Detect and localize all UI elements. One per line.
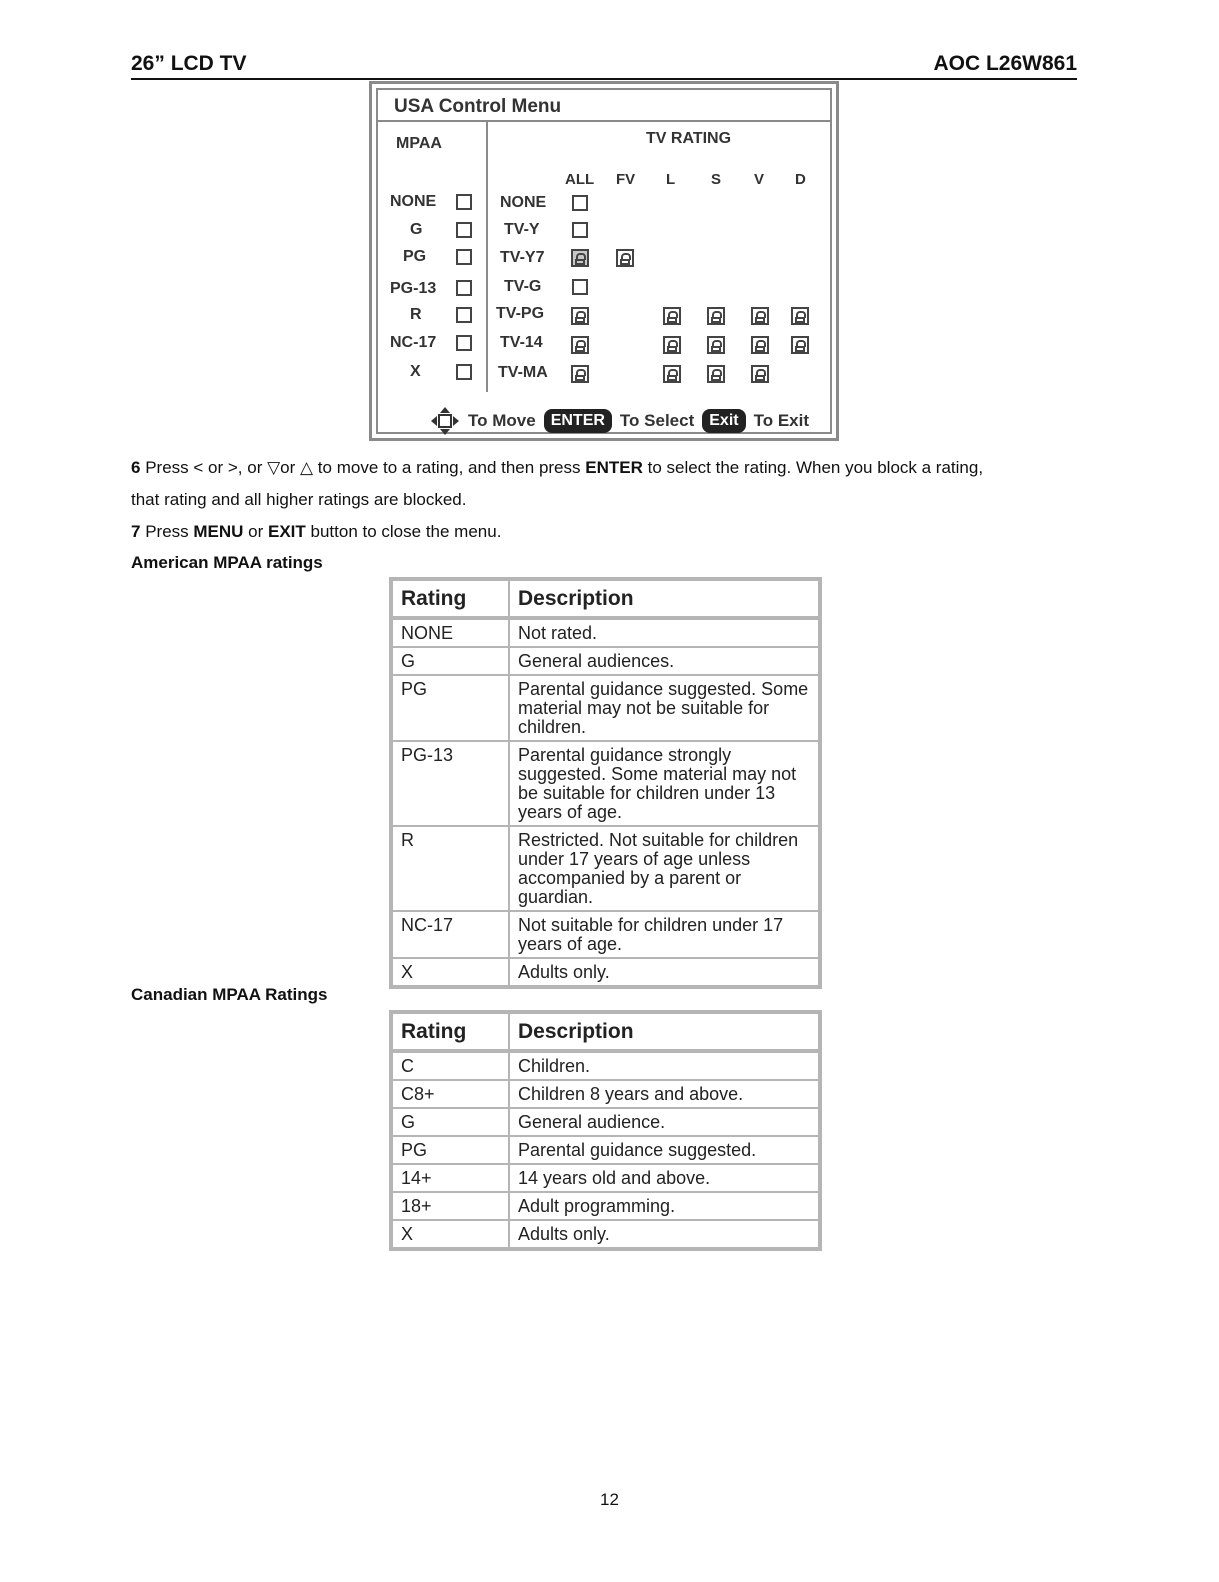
- tv-ma-all-lock-icon: [571, 365, 589, 383]
- table-row: [391, 647, 820, 675]
- mpaa-row-pg: PG: [403, 248, 427, 265]
- menu-title: USA Control Menu: [394, 96, 562, 117]
- description-cell: General audience.: [509, 1108, 820, 1136]
- step-7-text-2: or: [243, 522, 268, 541]
- mpaa-r-checkbox: [456, 307, 472, 323]
- tv-y7-fv-lock-icon: [616, 249, 634, 267]
- description-cell: Adult programming.: [509, 1192, 820, 1220]
- step-7-paragraph: [131, 516, 501, 548]
- tv-none-checkbox: [572, 195, 588, 211]
- tv-row-tvy: TV-Y: [504, 221, 540, 238]
- menu-footer: [430, 406, 809, 436]
- table-row: [391, 958, 820, 987]
- col-rating-header: Rating: [391, 579, 509, 618]
- mpaa-x-checkbox: [456, 364, 472, 380]
- canadian-ratings-table: [389, 1010, 822, 1251]
- step-7-number: 7: [131, 522, 141, 541]
- step-6-text-4: to select the rating. When you block a rating,: [642, 458, 984, 477]
- tv-14-d-lock-icon: [791, 336, 809, 354]
- rating-cell: 18+: [391, 1192, 509, 1220]
- menu-title-divider: [378, 120, 830, 122]
- mpaa-pg-checkbox: [456, 249, 472, 265]
- description-cell: Parental guidance strongly suggested. Some material may not be suitable for children under 13 years of age.: [509, 741, 820, 826]
- mpaa-label: MPAA: [396, 135, 442, 152]
- description-cell: General audiences.: [509, 647, 820, 675]
- description-cell: Restricted. Not suitable for children under 17 years of age unless accompanied by a parent or guardian.: [509, 826, 820, 911]
- tv-row-tvpg: TV-PG: [496, 305, 545, 322]
- mpaa-none-checkbox: [456, 194, 472, 210]
- tv-pg-v-lock-icon: [751, 307, 769, 325]
- tv-14-l-lock-icon: [663, 336, 681, 354]
- rating-cell: R: [391, 826, 509, 911]
- footer-move-text: To Move: [468, 411, 536, 430]
- step-6-paragraph: [131, 452, 983, 516]
- tv-row-tvy7: TV-Y7: [500, 249, 545, 266]
- tv-ma-s-lock-icon: [707, 365, 725, 383]
- step-6-line-2: that rating and all higher ratings are blocked.: [131, 490, 467, 509]
- tv-14-s-lock-icon: [707, 336, 725, 354]
- tv-ma-v-lock-icon: [751, 365, 769, 383]
- canadian-ratings-heading: Canadian MPAA Ratings: [131, 985, 328, 1004]
- tv-tvy-checkbox: [572, 222, 588, 238]
- tv-y7-all-lock-icon: [571, 249, 589, 267]
- table-row: [391, 1080, 820, 1108]
- rating-cell: PG: [391, 675, 509, 741]
- step-6-text-1: Press < or >, or: [140, 458, 268, 477]
- table-row: [391, 1192, 820, 1220]
- tv-pg-all-lock-icon: [571, 307, 589, 325]
- col-description-header: Description: [509, 1012, 820, 1051]
- mpaa-g-checkbox: [456, 222, 472, 238]
- table-row: [391, 1136, 820, 1164]
- description-cell: Adults only.: [509, 1220, 820, 1249]
- tv-row-tvg: TV-G: [504, 278, 542, 295]
- step-7-text-3: button to close the menu.: [305, 522, 502, 541]
- rating-cell: C: [391, 1051, 509, 1080]
- col-fv: FV: [616, 171, 636, 188]
- header-product: 26” LCD TV: [131, 52, 247, 75]
- usa-control-menu-illustration: [369, 81, 839, 441]
- step-7-exit: EXIT: [268, 522, 306, 541]
- mpaa-row-pg13: PG-13: [390, 280, 437, 297]
- rating-cell: G: [391, 647, 509, 675]
- page-number: 12: [600, 1490, 619, 1509]
- rating-cell: NC-17: [391, 911, 509, 958]
- american-ratings-heading: American MPAA ratings: [131, 553, 323, 572]
- col-s: S: [711, 171, 722, 188]
- description-cell: Children.: [509, 1051, 820, 1080]
- menu-frame: [376, 88, 832, 434]
- mpaa-pg13-checkbox: [456, 280, 472, 296]
- rating-cell: PG-13: [391, 741, 509, 826]
- up-triangle-icon: △: [300, 458, 314, 477]
- col-l: L: [666, 171, 676, 188]
- page-header: [131, 52, 1077, 80]
- table-row: [391, 618, 820, 647]
- step-7-menu: MENU: [193, 522, 244, 541]
- col-d: D: [795, 171, 806, 188]
- mpaa-row-g: G: [410, 221, 423, 238]
- tv-tvg-checkbox: [572, 279, 588, 295]
- rating-cell: X: [391, 1220, 509, 1249]
- rating-cell: G: [391, 1108, 509, 1136]
- table-row: [391, 1051, 820, 1080]
- tv-rating-label: TV RATING: [646, 130, 732, 147]
- tv-row-tvma: TV-MA: [498, 364, 548, 381]
- table-row: [391, 826, 820, 911]
- table-row: [391, 911, 820, 958]
- col-rating-header: Rating: [391, 1012, 509, 1051]
- tv-pg-l-lock-icon: [663, 307, 681, 325]
- step-7-text-1: Press: [140, 522, 194, 541]
- rating-cell: PG: [391, 1136, 509, 1164]
- move-arrows-icon: [430, 406, 460, 436]
- table-header-row: [391, 579, 820, 618]
- table-row: [391, 741, 820, 826]
- step-6-text-2: or: [280, 458, 300, 477]
- col-description-header: Description: [509, 579, 820, 618]
- table-row: [391, 1164, 820, 1192]
- tv-row-tv14: TV-14: [500, 334, 543, 351]
- tv-14-all-lock-icon: [571, 336, 589, 354]
- mpaa-row-nc17: NC-17: [390, 334, 437, 351]
- description-cell: Not suitable for children under 17 years of age.: [509, 911, 820, 958]
- col-v: V: [754, 171, 765, 188]
- mpaa-nc17-checkbox: [456, 335, 472, 351]
- description-cell: Parental guidance suggested. Some material may not be suitable for children.: [509, 675, 820, 741]
- footer-select-text: To Select: [619, 411, 695, 430]
- table-row: [391, 675, 820, 741]
- mpaa-row-x: X: [410, 363, 421, 380]
- description-cell: 14 years old and above.: [509, 1164, 820, 1192]
- step-6-number: 6: [131, 458, 141, 477]
- description-cell: Parental guidance suggested.: [509, 1136, 820, 1164]
- rating-cell: 14+: [391, 1164, 509, 1192]
- header-model: AOC L26W861: [933, 52, 1077, 75]
- tv-ma-l-lock-icon: [663, 365, 681, 383]
- footer-exit-text: To Exit: [753, 411, 810, 430]
- tv-row-none: NONE: [500, 194, 547, 211]
- table-row: [391, 1220, 820, 1249]
- exit-key-badge: Exit: [702, 409, 745, 433]
- description-cell: Children 8 years and above.: [509, 1080, 820, 1108]
- tv-14-v-lock-icon: [751, 336, 769, 354]
- rating-cell: X: [391, 958, 509, 987]
- table-row: [391, 1108, 820, 1136]
- step-6-text-3: to move to a rating, and then press: [313, 458, 586, 477]
- enter-key-badge: ENTER: [544, 409, 612, 433]
- mpaa-row-r: R: [410, 306, 422, 323]
- description-cell: Not rated.: [509, 618, 820, 647]
- tv-pg-s-lock-icon: [707, 307, 725, 325]
- description-cell: Adults only.: [509, 958, 820, 987]
- step-6-enter: ENTER: [585, 458, 643, 477]
- tv-pg-d-lock-icon: [791, 307, 809, 325]
- down-triangle-icon: ▽: [267, 458, 281, 477]
- american-ratings-table: [389, 577, 822, 989]
- rating-cell: NONE: [391, 618, 509, 647]
- menu-column-divider: [486, 122, 488, 392]
- mpaa-row-none: NONE: [390, 193, 437, 210]
- table-header-row: [391, 1012, 820, 1051]
- rating-cell: C8+: [391, 1080, 509, 1108]
- col-all: ALL: [565, 171, 595, 188]
